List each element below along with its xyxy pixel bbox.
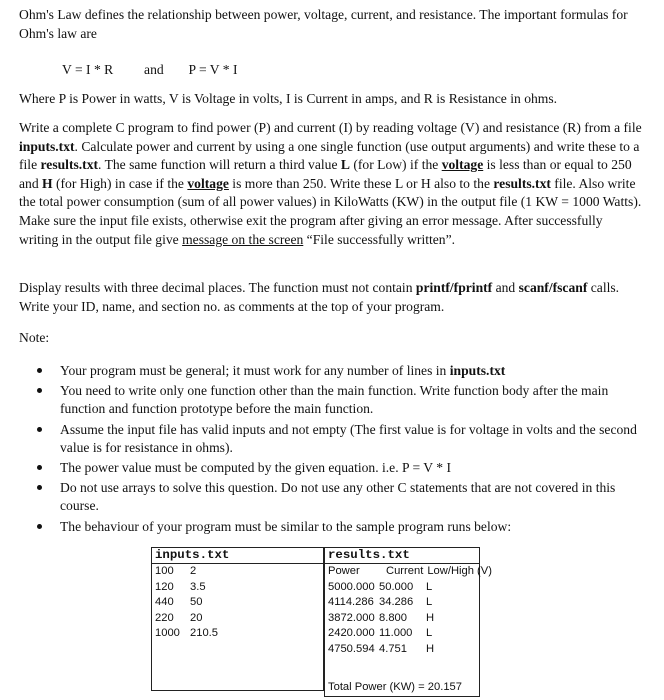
printf-term: printf/fprintf (415, 280, 493, 295)
table-row: 100 2 (155, 565, 197, 577)
table-row: 4114.286 34.286 L (328, 596, 433, 608)
table-row: 2420.000 11.000 L (328, 627, 433, 639)
inputs-file-name: inputs.txt (19, 138, 75, 154)
bullet-icon (37, 427, 42, 432)
bullet-icon (37, 465, 42, 470)
formula-line (62, 61, 237, 79)
message-on-screen: message on the screen (182, 231, 304, 247)
results-table-title: results.txt (325, 548, 479, 564)
voltage-term: voltage (441, 157, 484, 173)
voltage-term: voltage (187, 175, 229, 191)
bullet-icon (37, 388, 42, 393)
list-item: Your program must be general; it must work for any number of lines in inputs.txt (34, 362, 644, 380)
formula-ohms-law: V = I * R (62, 62, 114, 77)
table-row: 4750.594 4.751 H (328, 642, 435, 655)
total-power: Total Power (KW) = 20.157 (328, 681, 462, 693)
list-item: Assume the input file has valid inputs and not empty (The first value is for voltage in volts and the second value is for resistance in ohms). (34, 421, 644, 457)
formula-power: P = V * I (188, 62, 238, 77)
intro-paragraph: Ohm's Law defines the relationship between power, voltage, current, and resistance. The important formulas for Ohm's law are (19, 7, 628, 41)
bullet-icon (37, 524, 42, 529)
definitions-paragraph: Where P is Power in watts, V is Voltage in volts, I is Current in amps, and R is Resistance in ohms. (19, 91, 558, 106)
note-label: Note: (19, 330, 50, 345)
results-table (324, 547, 492, 697)
bullet-icon (37, 485, 42, 490)
bullet-icon (37, 368, 42, 373)
table-row: 440 50 (155, 596, 203, 608)
list-item: The behaviour of your program must be similar to the sample program runs below: (34, 518, 644, 536)
table-row: 220 20 (155, 611, 203, 624)
table-row: 1000 210.5 (155, 627, 218, 639)
list-item: The power value must be computed by the given equation. i.e. P = V * I (34, 459, 644, 477)
table-row: 3872.000 8.800 H (328, 611, 435, 624)
results-header-row: Power Current Low/High (V) (328, 565, 492, 577)
display-paragraph: Display results with three decimal places. The function must not contain printf/fprintf and scanf/fscanf calls. Write your ID, name, and section no. as comments at the top of your program. (19, 280, 620, 314)
inputs-table (151, 547, 324, 691)
task-paragraph: Write a complete C program to find power (P) and current (I) by reading voltage (V) and resistance (R) from a file inputs.txt. Calculate power and current by using a one single function (use output arguments) and write these to a file results.txt. The same function will return a third value L (for Low) if the voltage is less than or equal to 250 and H (for High) in case if the voltage is more than 250. Write these L or H also to the results.txt file. Also write the total power consumption (sum of all power values) in KiloWatts (KW) in the output file (1 KW = 1000 Watts). Make sure the input file exists, otherwise exit the program after giving an error message. After successfully writing in the output file give message on the screen “File successfully written”. (19, 120, 642, 247)
table-row: 5000.000 50.000 L (328, 580, 433, 593)
list-item: Do not use arrays to solve this question. Do not use any other C statements that are not covered in this course. (34, 479, 644, 515)
scanf-term: scanf/fscanf (518, 280, 588, 295)
results-file-name: results.txt (40, 157, 99, 173)
table-row: 120 3.5 (155, 580, 206, 593)
notes-list (34, 362, 644, 538)
list-item: You need to write only one function other than the main function. Write function body after the main function and function prototype before the main function. (34, 382, 644, 418)
inputs-table-title: inputs.txt (152, 548, 323, 564)
formula-and: and (144, 62, 164, 77)
